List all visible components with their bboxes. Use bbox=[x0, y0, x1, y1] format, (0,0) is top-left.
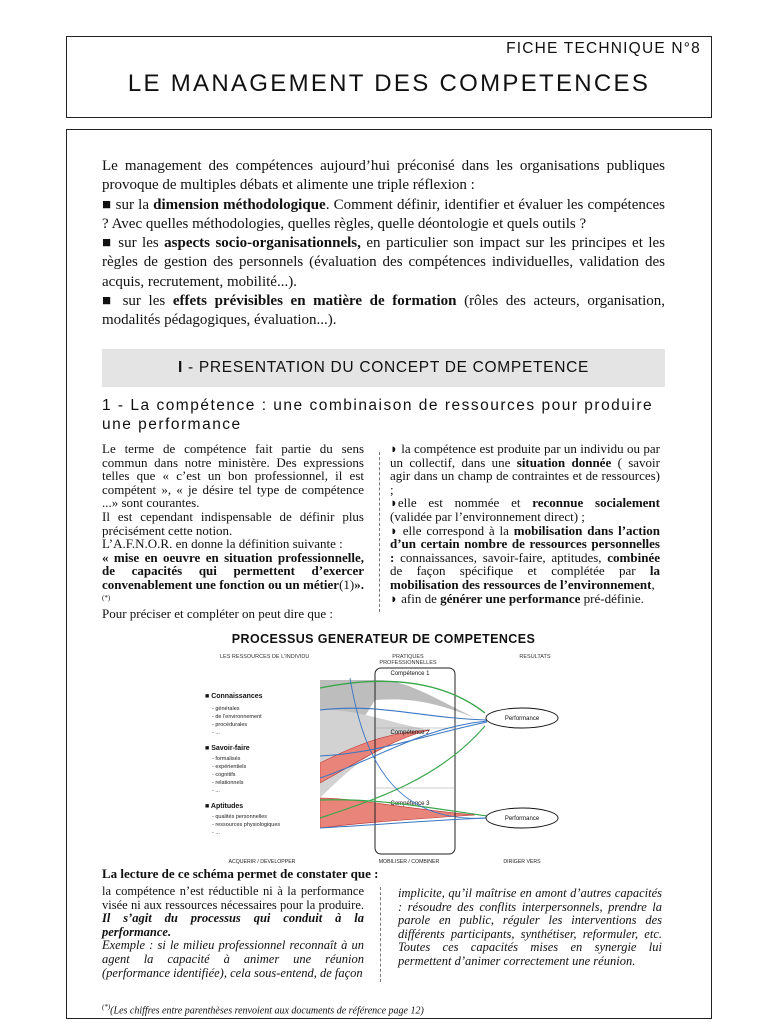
column-header-resources: LES RESSOURCES DE L'INDIVIDU bbox=[220, 654, 310, 660]
right-item-2: ◗elle est nommée et reconnue socialement (validée par l’environnement direct) ; bbox=[390, 495, 660, 524]
column-separator bbox=[379, 452, 380, 612]
group1-item: - de l'environnement bbox=[212, 714, 262, 720]
arrow-bullet-icon: ◗ bbox=[390, 495, 398, 511]
performance-2-label: Performance bbox=[504, 816, 540, 822]
group2-item: - ... bbox=[212, 788, 220, 794]
afnor-definition: « mise en oeuvre en situation professionnelle, de capacités qui permettent d’exercer convenablement une fonction ou un métier(1)».(*) bbox=[102, 549, 364, 602]
left-paragraph-1: Le terme de compétence fait partie du sens commun dans notre ministère. Des expressions telles que « c’est un bon professionnel, il est compétent », « je désire tel type de compétence ...» sont courantes. bbox=[102, 441, 364, 511]
competence-process-diagram bbox=[190, 648, 575, 868]
left-column bbox=[102, 442, 364, 621]
group1-item: - ... bbox=[212, 730, 220, 736]
group2-item: - formalisés bbox=[212, 756, 241, 762]
arrow-bullet-icon: ◗ bbox=[390, 441, 402, 456]
group3-item: - ressources physiologiques bbox=[212, 822, 281, 828]
section-heading bbox=[102, 349, 665, 387]
square-bullet-icon: ■ bbox=[205, 693, 212, 700]
intro-bullet-1: ■ sur la dimension méthodologique. Comment définir, identifier et évaluer les compétences ? Avec quelles méthodologies, quelles règles, quelle déontologie et quels outils ? bbox=[102, 196, 666, 232]
footnote: (*)(Les chiffres entre parenthèses renvoient aux documents de référence page 12) bbox=[102, 1003, 424, 1017]
competence-1-label: Compétence 1 bbox=[390, 671, 430, 677]
group-aptitudes: ■ Aptitudes bbox=[205, 803, 244, 810]
column-header-practices: PRATIQUES bbox=[392, 654, 424, 660]
header-box bbox=[66, 36, 712, 118]
fiche-label: FICHE TECHNIQUE N°8 bbox=[506, 40, 701, 57]
right-item-1: ◗ la compétence est produite par un individu ou par un collectif, dans une situation donnée ( savoir agir dans un champ de contraintes et de ressources) ; bbox=[390, 441, 660, 497]
lecture-left-column: la compétence n’est réductible ni à la performance visée ni aux ressources nécessaires pour la produire. Il s’agit du processus qui conduit à la performance. Exemple : si le milieu professionnel reconnaît à un agent la capacité à animer une réunion (performance identifiée), cela sous-entend, de façon bbox=[102, 884, 364, 980]
lecture-right-column: implicite, qu’il maîtrise en amont d’autres capacités : résoudre des conflits interpersonnels, prendre la parole en public, réguler les interventions des différents participants, synthétiser, reformuler, etc. Toutes ces capacités mises en synergie lui permettent d’animer correctement une réunion. bbox=[398, 886, 662, 968]
section-number: I bbox=[177, 359, 183, 376]
subsection-title: 1 - La compétence : une combinaison de ressources pour produire une performance bbox=[102, 397, 654, 433]
group-connaissances: ■ Connaissances bbox=[205, 693, 263, 700]
left-paragraph-2: Il est cependant indispensable de définir plus précisément cette notion. bbox=[102, 508, 364, 538]
intro-paragraph: Le management des compétences aujourd’hui préconisé dans les organisations publiques provoque de multiples débats et alimente une triple réflexion : bbox=[102, 158, 665, 194]
column-header-results: RESULTATS bbox=[519, 654, 551, 660]
arrow-bullet-icon: ◗ bbox=[390, 522, 403, 538]
group2-item: - relationnels bbox=[212, 780, 244, 786]
group1-item: - générales bbox=[212, 706, 240, 712]
competence-2-label: Compétence 2 bbox=[390, 730, 430, 736]
group2-item: - expérientiels bbox=[212, 764, 247, 770]
intro-bullet-3: ■ sur les effets prévisibles en matière de formation (rôles des acteurs, organisation, modalités pédagogiques, évaluation...). bbox=[102, 293, 665, 329]
group-savoir-faire: ■ Savoir-faire bbox=[205, 745, 250, 752]
right-column bbox=[390, 442, 660, 605]
section-title: - PRESENTATION DU CONCEPT DE COMPETENCE bbox=[182, 359, 590, 376]
left-paragraph-3: L’A.F.N.O.R. en donne la définition suivante : bbox=[102, 536, 343, 552]
column-separator bbox=[380, 887, 381, 982]
intro-text bbox=[102, 157, 665, 331]
performance-1-label: Performance bbox=[504, 716, 540, 722]
competence-3-label: Compétence 3 bbox=[390, 801, 430, 807]
left-paragraph-5: Pour préciser et compléter on peut dire que : bbox=[102, 606, 334, 622]
group2-item: - cognitifs bbox=[212, 772, 236, 778]
diagram-title: PROCESSUS GENERATEUR DE COMPETENCES bbox=[231, 632, 536, 646]
page-title: LE MANAGEMENT DES COMPETENCES bbox=[127, 70, 651, 97]
group3-item: - qualités personnelles bbox=[212, 814, 268, 820]
square-bullet-icon: ■ bbox=[205, 803, 211, 810]
square-bullet-icon: ■ bbox=[205, 745, 212, 752]
lecture-title: La lecture de ce schéma permet de constater que : bbox=[102, 866, 379, 881]
footer-diriger: DIRIGER VERS bbox=[503, 859, 541, 865]
right-item-4: ◗ afin de générer une performance pré-définie. bbox=[390, 590, 644, 606]
column-header-practices-2: PROFESSIONNELLES bbox=[379, 660, 437, 666]
group1-item: - procédurales bbox=[212, 722, 248, 728]
arrow-bullet-icon: ◗ bbox=[390, 590, 402, 606]
footer-mobiliser: MOBILISER / COMBINER bbox=[378, 859, 440, 865]
intro-bullet-2: ■ sur les aspects socio-organisationnels, en particulier son impact sur les principes et les règles de gestion des personnels (évaluation des compétences individuelles, validation des acquis, recrutement, mobilité...). bbox=[102, 235, 665, 290]
footer-acquerir: ACQUERIR / DEVELOPPER bbox=[228, 859, 296, 865]
right-item-3: ◗ elle correspond à la mobilisation dans l’action d’un certain nombre de ressources personnelles : connaissances, savoir-faire, aptitudes, combinée de façon spécifique et complétée par la mobilisation des ressources de l’environnement, bbox=[390, 522, 660, 592]
group3-item: - ... bbox=[212, 830, 220, 836]
